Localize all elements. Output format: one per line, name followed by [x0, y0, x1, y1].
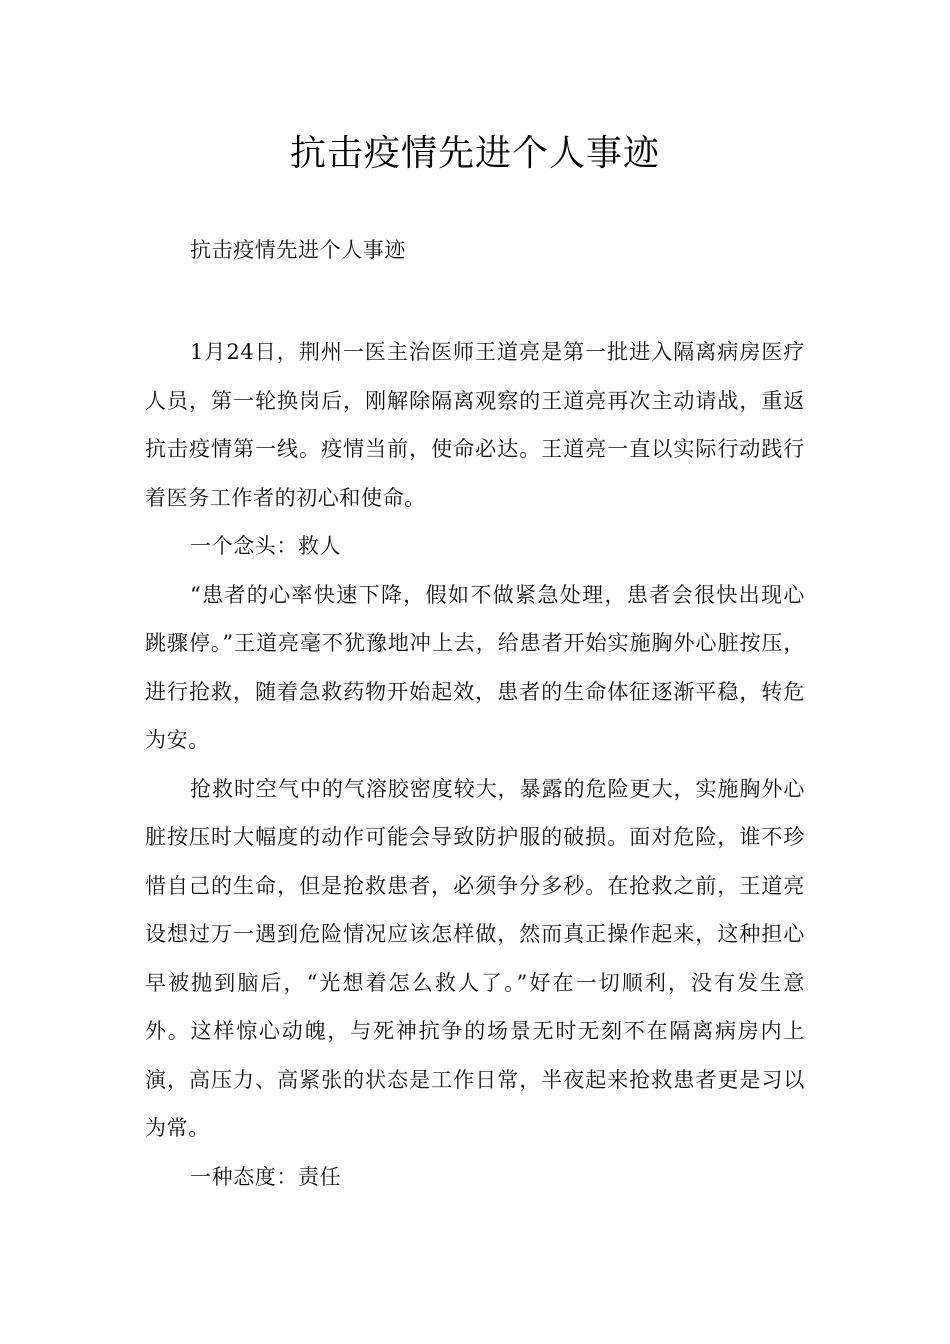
- document-subtitle-block: [145, 226, 805, 275]
- paragraph-rescue-detail: 抢救时空气中的气溶胶密度较大，暴露的危险更大，实施胸外心脏按压时大幅度的动作可能会导致防护服的破损。面对危险，谁不珍惜自己的生命，但是抢救患者，必须争分多秒。在抢救之前，王道亮设想过万一遇到危险情况应该怎样做，然而真正操作起来，这种担心早被抛到脑后，“光想着怎么救人了。”好在一切顺利，没有发生意外。这样惊心动魄，与死神抗争的场景无时无刻不在隔离病房内上演，高压力、高紧张的状态是工作日常，半夜起来抢救患者更是习以为常。: [145, 776, 805, 1140]
- document-title: 抗击疫情先进个人事迹: [289, 133, 660, 174]
- paragraph-rescue-quote: “患者的心率快速下降，假如不做紧急处理，患者会很快出现心跳骤停。”王道亮毫不犹豫地冲上去，给患者开始实施胸外心脏按压，进行抢救，随着急救药物开始起效，患者的生命体征逐渐平稳，转危为安。: [145, 582, 805, 752]
- section-heading-responsibility: 一种态度：责任: [190, 1164, 342, 1189]
- section-heading-rescue: 一个念头：救人: [190, 534, 342, 558]
- paragraph-intro: 1月24日，荆州一医主治医师王道亮是第一批进入隔离病房医疗人员，第一轮换岗后，刚解除隔离观察的王道亮再次主动请战，重返抗击疫情第一线。疫情当前，使命必达。王道亮一直以实际行动践行着医务工作者的初心和使命。: [145, 340, 805, 510]
- document-subtitle: 抗击疫情先进个人事迹: [190, 238, 406, 262]
- document-body: [145, 328, 805, 1201]
